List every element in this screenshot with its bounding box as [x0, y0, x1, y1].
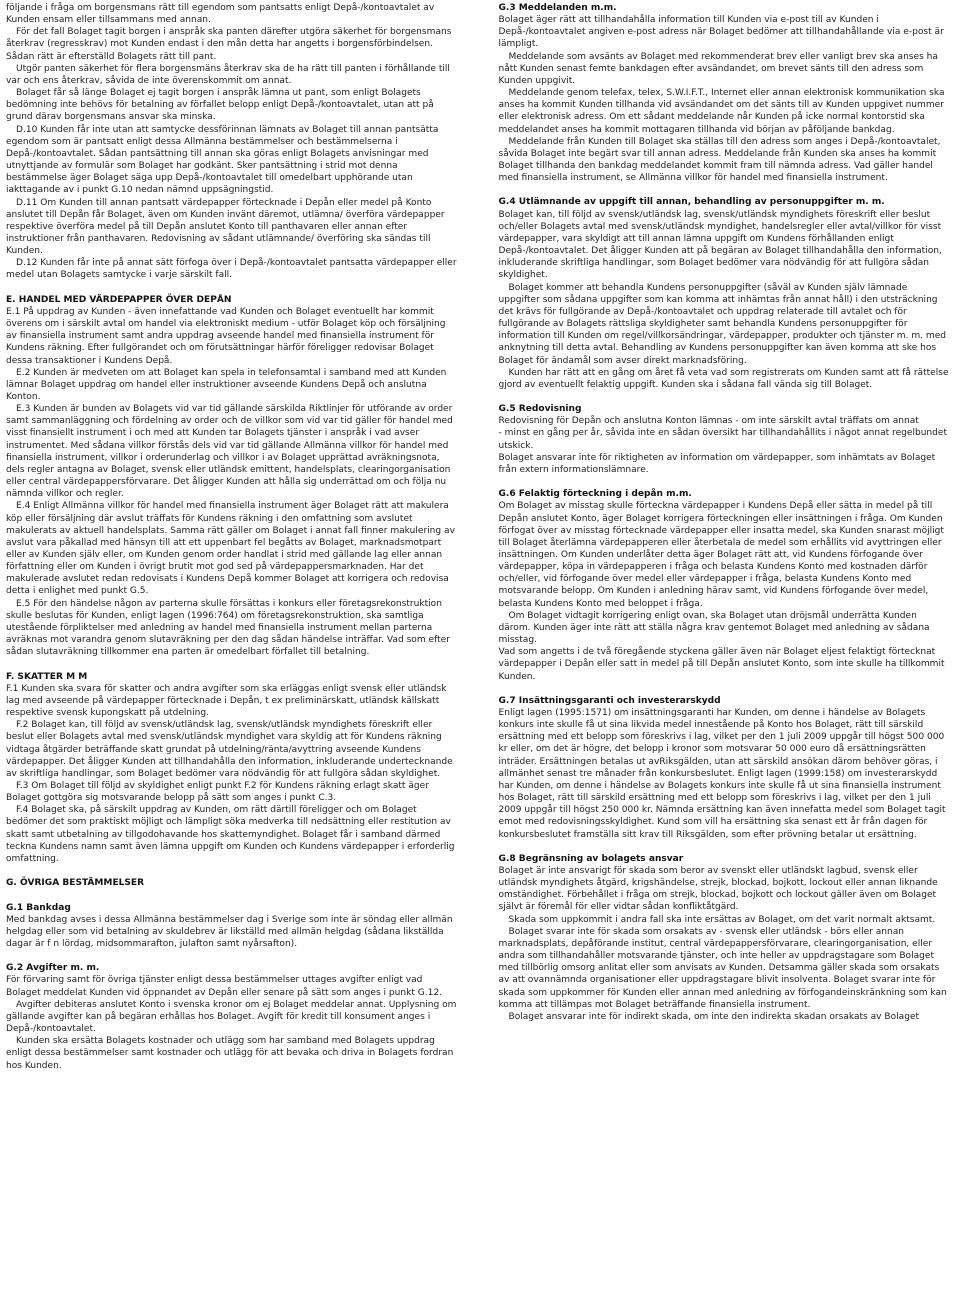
section-heading-g-ovriga-bestammelser: G. ÖVRIGA BESTÄMMELSER: [6, 878, 145, 889]
paragraph: Avgifter debiteras anslutet Konto i svenska kronor om ej Bolaget meddelar annat. Upplysning om gällande avgifter kan på begäran erhållas hos Bolaget. Avgift för kredit till konsument anges i Depå-/kontoavtalet.: [6, 999, 457, 1035]
section-spacer: [499, 683, 952, 695]
left-column: [6, 2, 459, 1296]
section-spacer: [499, 476, 952, 488]
section-spacer: [6, 865, 459, 877]
section-spacer: [499, 391, 952, 403]
paragraph: F.1 Kunden ska svara för skatter och andra avgifter som ska erläggas enligt svensk eller utländsk lag med avseende på värdepapper förtecknade i Depån, t ex preliminärskatt, utländsk källskatt respektive svensk kupongskatt på utdelning.: [6, 683, 447, 719]
paragraph: Vad som angetts i de två föregående styckena gäller även när Bolaget eljest felaktigt förtecknat värdepapper i Depån eller satt in medel på till Depån anslutet Konto, som inte skulle ha tillkommit Kunden.: [498, 647, 945, 682]
section-spacer: [499, 184, 952, 196]
paragraph: Bolaget äger rätt att tillhandahålla information till Kunden via e-post till av Kunden i Depå-/kontoavtalet angiven e-post adress när Bolaget bedömer att tillhandahållande via e-post är lämpligt.: [498, 15, 944, 50]
paragraph: Om Bolaget av misstag skulle förteckna värdepapper i Kundens Depå eller sätta in medel på till Depån anslutet Konto, äger Bolaget korrigera förteckningen eller insättningen i fråga. Om Kunden förfogat över av misstag förtecknade värdepapper eller insatta medel, ska Kunden snarast möjligt till Bolaget återlämna värdepapperen eller återbetala de medel som erhållits vid avyttringen eller insättningen. Om Kunden underlåter detta äger Bolaget rätt att, vid Kundens förfogande över värdepapper, köpa in värdepapperen i fråga och belasta Kundens Konto med kostnaden därför och/eller, vid förfogande över medel eller värdepapper i fråga, belasta Kundens Konto med motsvarande belopp. Om Kunden i anledning härav samt, vid Kundens förfogande över medel, belasta Kundens Konto med beloppet i fråga.: [498, 501, 944, 609]
right-column: [499, 2, 952, 1296]
paragraph: Bolaget får så länge Bolaget ej tagit borgen i anspråk lämna ut pant, som enligt Bolagets bedömning inte behövs för betalning av förfallet belopp enligt Depå-/kontoavtalet, utan att på grund därav borgensmans ansvar ska minska.: [6, 88, 434, 123]
paragraph: Skada som uppkommit i andra fall ska inte ersättas av Bolaget, om det varit normalt aktsamt.: [508, 914, 936, 925]
paragraph: Bolaget svarar inte för skada som orsakats av - svensk eller utländsk - börs eller annan marknadsplats, depåförande institut, central värdepappersförvarare, clearingorganisation, eller andra som tillhandahåller motsvarande tjänster, och inte heller av uppdragstagare som Bolaget med tillbörlig omsorg anlitat eller som anvisats av Kunden. Detsamma gäller skada som orsakats av att ovannämnda organisationer eller uppdragstagare blivit insolventa. Bolaget svarar inte för skada som uppkommer för Kunden eller annan med anledning av förfogandeinskränkning som kan komma att tillämpas mot Bolaget beträffande finansiella instrument.: [498, 926, 947, 1010]
paragraph: Med bankdag avses i dessa Allmänna bestämmelser dag i Sverige som inte är söndag eller allmän helgdag eller som vid betalning av skuldebrev är likställd med allmän helgdag (sådana likställda dagar är f n lördag, midsommarafton, julafton samt nyårsafton).: [6, 914, 453, 949]
paragraph: För det fall Bolaget tagit borgen i anspråk ska panten därefter utgöra säkerhet för borgensmans återkrav (regresskrav) mot Kunden endast i den mån detta har angetts i borgensförbindelsen. Sådan rätt är efterställd Bolagets rätt till pant.: [6, 27, 452, 62]
paragraph: Redovisning för Depån och anslutna Konton lämnas - om inte särskilt avtal träffats om annat: [498, 416, 919, 427]
section-spacer: [6, 658, 459, 670]
paragraph: För förvaring samt för övriga tjänster enligt dessa bestämmelser uttages avgifter enligt vad Bolaget meddelat Kunden vid öppnandet av Depån eller senare på sätt som anges i punkt G.12.: [6, 975, 443, 998]
section-spacer: [6, 282, 459, 294]
paragraph: Bolaget kan, till följd av svensk/utländsk lag, svensk/utländsk myndighets föreskrift eller beslut och/eller Bolagets avtal med svensk/utländsk myndighet, handelsregler eller avtal/villkor för visst värdepapper, vara skyldigt att till annan lämna uppgift om Kundens förhållanden enligt Depå-/kontoavtalet. Det åligger Kunden att på begäran av Bolaget tillhandahålla den information, inkluderande skriftliga handlingar, som Bolaget bedömer vara nödvändig för att fullgöra sådan skyldighet.: [498, 209, 942, 281]
paragraph: Meddelande från Kunden till Bolaget ska ställas till den adress som anges i Depå-/kontoavtalet, såvida Bolaget inte begärt svar till annan adress. Meddelande från Kunden ska anses ha kommit Bolaget tillhanda den bankdag meddelandet kommit fram till nämnda adress. Vad gäller handel med finansiella instrument, se Allmänna villkor för handel med finansiella instrument.: [498, 136, 941, 184]
paragraph: Kunden ska ersätta Bolagets kostnader och utlägg som har samband med Bolagets uppdrag enligt dessa bestämmelser samt kostnader och utlägg för att bevaka och driva in Bolagets fordran hos Kunden.: [6, 1036, 454, 1071]
paragraph: D.12 Kunden får inte på annat sätt förfoga över i Depå-/kontoavtalet pantsatta värdepapper eller medel utan Bolagets samtycke i varje särskilt fall.: [6, 258, 457, 281]
paragraph: Bolaget är inte ansvarigt för skada som beror av svenskt eller utländskt lagbud, svensk eller utländsk myndighets åtgärd, krigshändelse, strejk, blockad, bojkott, lockout eller annan liknande omständighet. Förbehållet i fråga om strejk, blockad, bojkott och lockout gäller även om Bolaget självt är föremål för eller vidtar sådan konfliktåtgärd.: [498, 866, 938, 913]
paragraph: E.1 På uppdrag av Kunden - även innefattande vad Kunden och Bolaget eventuellt har kommit överens om i särskilt avtal om handel via elektroniskt medium - utför Bolaget köp och försäljning av finansiella instrument samt andra uppdrag avseende handel med finansiella instrument för Kundens räkning. Efter fullgörandet och om förutsättningar härför föreligger redovisar Bolaget dessa transaktioner i Kundens Depå.: [6, 306, 446, 366]
section-heading-e-handel-med-vardepapper-over-depan: E. HANDEL MED VÄRDEPAPPER ÖVER DEPÅN: [6, 294, 232, 305]
paragraph: Enligt lagen (1995:1571) om insättningsgaranti har Kunden, om denne i händelse av Bolagets konkurs inte skulle få ut sina likvida medel innestående på Konto hos Bolaget, rätt till särskild ersättning med ett belopp som föreskrivs i lag, vilket per den 1 juli 2009 uppgår till högst 500 000 kr eller, om det är högre, det belopp i kronor som motsvarar 50 000 euro då ersättningsrätten inträder. Ersättningen betalas ut avRiksgälden, utan att särskild ansökan därom behöver göras, i allmänhet senast tre månader från konkursbeslutet. Enligt lagen (1999:158) om investerarskydd har Kunden, om denne i händelse av Bolagets konkurs inte skulle få ut sina finansiella instrument hos Bolaget, rätt till särskild ersättning med ett belopp som föreskrivs i lag, vilket per den 1 juli 2009 uppgår till högst 250 000 kr. Nämnda ersättning kan även innefatta medel som Bolaget tagit emot med redovisningsskyldighet. Kund som vill ha ersättning ska senast ett år från dagen för konkursbeslutet framställa sitt krav till Riksgälden, som efter prövning betalar ut ersättning.: [498, 708, 946, 840]
paragraph: Utgör panten säkerhet för flera borgensmäns återkrav ska de ha rätt till panten i förhållande till var och ens återkrav, såvida de inte överenskommit om annat.: [6, 63, 450, 86]
section-heading-g-8-begransning-av-bolagets-ansvar: G.8 Begränsning av bolagets ansvar: [498, 853, 684, 864]
section-spacer: [6, 950, 459, 962]
section-heading-g-7-insattningsgaranti-och-investerarsky: G.7 Insättningsgaranti och investerarskydd: [498, 695, 721, 706]
paragraph: E.5 För den händelse någon av parterna skulle försättas i konkurs eller företagsrekonstruktion skulle beslutas för Kunden, enligt lagen (1996:764) om företagsrekonstruktion, ska samtliga utestående förpliktelser med anledning av handel med finansiella instrument mellan parterna avräknas mot varandra genom slutavräkning per den dag sådan händelse inträffar. Vad som efter sådan slutavräkning tillkommer ena parten är omedelbart förfallet till betalning.: [6, 598, 450, 658]
paragraph: F.2 Bolaget kan, till följd av svensk/utländsk lag, svensk/utländsk myndighets föreskrift eller beslut eller Bolagets avtal med svensk/utländsk myndighet vara skyldig att för Kundens räkning vidtaga åtgärder beträffande skatt grundat på utdelning/ränta/avyttring avseende Kundens värdepapper. Det åligger Kunden att tillhandahålla den information, inkluderande undertecknande av skriftliga handlingar, som Bolaget bedömer vara nödvändig för att fullgöra sådan skyldighet.: [6, 720, 453, 779]
paragraph: E.2 Kunden är medveten om att Bolaget kan spela in telefonsamtal i samband med att Kunden lämnar Bolaget uppdrag om handel eller instruktioner avseende Kundens Depå och anslutna Konton.: [6, 367, 447, 402]
paragraph: Bolaget ansvarar inte för indirekt skada, om inte den indirekta skadan orsakats av Bolaget: [508, 1011, 920, 1022]
section-spacer: [6, 889, 459, 901]
paragraph: D.11 Om Kunden till annan pantsatt värdepapper förtecknade i Depån eller medel på Konto anslutet till Depån får Bolaget, även om Kunden invänt däremot, utlämna/ överföra värdepapper respektive överföra medel på till Depån anslutet Konto till panthavaren eller annan efter instruktioner från panthavaren. Redovisning av sådant utlämnande/ överföring ska sändas till Kunden.: [6, 197, 445, 257]
paragraph: Meddelande som avsänts av Bolaget med rekommenderat brev eller vanligt brev ska anses ha nått Kunden senast femte bankdagen efter avsändandet, om brevet sänts till den adress som Kunden uppgivit.: [498, 51, 938, 86]
section-heading-g-5-redovisning: G.5 Redovisning: [498, 404, 582, 415]
paragraph: D.10 Kunden får inte utan att samtycke dessförinnan lämnats av Bolaget till annan pantsätta egendom som är pantsatt enligt dessa Allmänna bestämmelser och bestämmelserna i Depå-/kontoavtalet. Sådan pantsättning till annan ska göras enligt Bolagets anvisningar med utnyttjande av formulär som Bolaget har godkänt. Sker pantsättning i strid mot denna bestämmelse äger Bolaget säga upp Depå-/kontoavtalet till omedelbart upphörande utan iakttagande av i punkt G.10 nedan nämnd uppsägningstid.: [6, 124, 439, 196]
section-heading-g-2-avgifter-m-m: G.2 Avgifter m. m.: [6, 963, 100, 974]
section-heading-g-4-utlamnande-av-uppgift-till-annan-beh: G.4 Utlämnande av uppgift till annan, behandling av personuppgifter m. m.: [498, 197, 885, 208]
paragraph: Om Bolaget vidtagit korrigering enligt ovan, ska Bolaget utan dröjsmål underrätta Kunden därom. Kunden äger inte rätt att ställa några krav gentemot Bolaget med anledning av sådana misstag.: [498, 610, 930, 646]
paragraph: - minst en gång per år, såvida inte en sådan översikt har tillhandahållits i något annat regelbundet utskick.: [498, 428, 948, 451]
section-heading-g-3-meddelanden-m-m: G.3 Meddelanden m.m.: [498, 3, 617, 13]
paragraph: Meddelande genom telefax, telex, S.W.I.F.T., Internet eller annan elektronisk kommunikation ska anses ha kommit Kunden tillhanda vid avsändandet om det sänts till av Kunden uppgivet nummer eller elektronisk adress. Om ett sådant meddelande når Kunden på icke normal kontorstid ska meddelandet anses ha kommit mottagaren tillhanda vid början av påföljande bankdag.: [498, 88, 945, 135]
paragraph: F.3 Om Bolaget till följd av skyldighet enligt punkt F.2 för Kundens räkning erlagt skatt äger Bolaget gottgöra sig motsvarande belopp på sätt som anges i punkt C.3.: [6, 780, 429, 804]
paragraph: F.4 Bolaget ska, på särskilt uppdrag av Kunden, om rätt därtill föreligger och om Bolaget bedömer det som praktiskt möjligt och lämpligt söka medverka till nedsättning eller restitution av skatt samt utbetalning av tillgodohavande hos skattemyndighet. Bolaget får i samband därmed teckna Kundens namn samt även lämna uppgift om Kunden och Kundens värdepapper i erforderlig omfattning.: [6, 805, 455, 864]
paragraph: Bolaget ansvarar inte för riktigheten av information om värdepapper, som inhämtats av Bolaget från extern informationslämnare.: [498, 452, 936, 475]
paragraph: följande i fråga om borgensmans rätt till egendom som pantsatts enligt Depå-/kontoavtalet av Kunden ensam eller tillsammans med annan.: [6, 3, 435, 26]
paragraph: E.4 Enligt Allmänna villkor för handel med finansiella instrument äger Bolaget rätt att makulera köp eller försäljning där avslut träffats för Kundens räkning i den omfattning som avslutet makulerats av aktuell handelsplats. Samma rätt gäller om Bolaget i annat fall finner makulering av avslut vara påkallad med hänsyn till att ett uppenbart fel begåtts av Bolaget, marknadsmotpart eller av Kunden själv eller, om Kunden genom order handlat i strid med gällande lag eller annan författning eller om Kunden i övrigt brutit mot god sed på värdepappersmarknaden. Har det makulerade avslutet redan redovisats i Kundens Depå kommer Bolaget att korrigera och redovisa detta i enlighet med punkt G.5.: [6, 501, 455, 597]
section-heading-g-6-felaktig-forteckning-i-depan-m-m: G.6 Felaktig förteckning i depån m.m.: [498, 489, 692, 500]
section-heading-g-1-bankdag: G.1 Bankdag: [6, 902, 71, 913]
section-spacer: [499, 841, 952, 853]
paragraph: E.3 Kunden är bunden av Bolagets vid var tid gällande särskilda Riktlinjer för utförande av order samt sammanläggning och fördelning av order och de villkor som vid var tid gäller för handel med visst finansiellt instrument i och med att Kunden tar Bolagets tjänster i anspråk i vad avser instrumentet. Med sådana villkor förstås dels vid var tid gällande Allmänna villkor för handel med finansiella instrument, villkor i orderunderlag och villkor i av Bolaget upprättad avräkningsnota, dels regler antagna av Bolaget, svensk eller utländsk emittent, handelsplats, clearingorganisation eller central värdepappersförvarare. Det åligger Kunden att hålla sig underrättad om och följa nu nämnda villkor och regler.: [6, 404, 453, 500]
paragraph: Kunden har rätt att en gång om året få veta vad som registrerats om Kunden samt att få rättelse gjord av eventuellt felaktig uppgift. Kunden ska i sådana fall vända sig till Bolaget.: [498, 367, 949, 390]
paragraph: Bolaget kommer att behandla Kundens personuppgifter (såväl av Kunden själv lämnade uppgifter som sådana uppgifter som kan komma att inhämtas från annat håll) i den utsträckning det krävs för fullgörande av Depå-/kontoavtalet och uppdrag relaterade till avtalet och för fullgörande av Bolagets rättsliga skyldigheter samt behandla Kundens personuppgifter för information till Kunden om regel/villkorsändringar, värdepapper, produkter och tjänster m. m. med anknytning till detta avtal. Behandling av Kundens personuppgifter kan även komma att ske hos Bolaget för ändamål som avser direkt marknadsföring.: [498, 282, 947, 366]
section-heading-f-skatter-m-m: F. SKATTER M M: [6, 671, 88, 682]
